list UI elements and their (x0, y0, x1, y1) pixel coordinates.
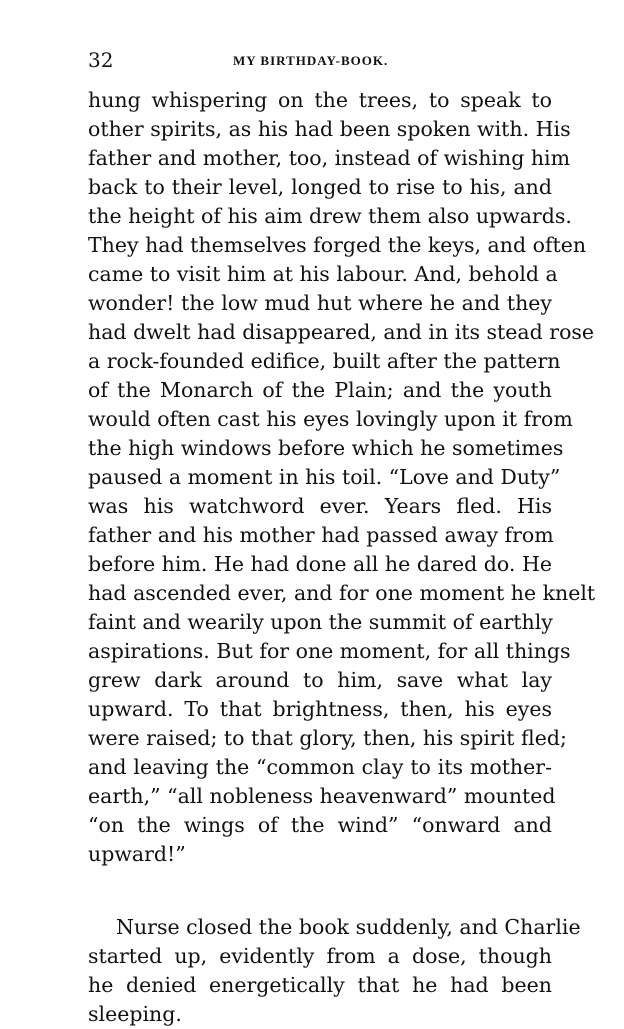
text-line: father and his mother had passed away from (88, 523, 554, 547)
text-line: back to their level, longed to rise to his, and (88, 175, 552, 199)
text-line: the height of his aim drew them also upwards. (88, 204, 572, 228)
text-line: aspirations. But for one moment, for all things (88, 639, 571, 663)
paragraph-2 (88, 913, 581, 1029)
text-line: the high windows before which he sometimes (88, 436, 564, 460)
text-line: hung whispering on the trees, to speak to (88, 88, 552, 112)
text-line: was his watchword ever. Years fled. His (88, 494, 552, 518)
text-line: earth,” “all nobleness heavenward” mounted (88, 784, 556, 808)
text-line: had ascended ever, and for one moment he knelt (88, 581, 596, 605)
text-line: upward!” (88, 842, 186, 866)
body-text (88, 86, 596, 1029)
text-line: would often cast his eyes lovingly upon it from (88, 407, 573, 431)
paragraph-gap (88, 869, 552, 913)
text-line: wonder! the low mud hut where he and they (88, 291, 552, 315)
text-line: They had themselves forged the keys, and often (88, 233, 587, 257)
text-line: were raised; to that glory, then, his spirit fled; (88, 726, 567, 750)
paragraph-1 (88, 86, 596, 869)
text-line: sleeping. (88, 1002, 182, 1026)
text-line: upward. To that brightness, then, his eyes (88, 697, 552, 721)
text-line: came to visit him at his labour. And, behold a (88, 262, 558, 286)
page-header (88, 45, 552, 75)
text-line: paused a moment in his toil. “Love and Duty” (88, 465, 561, 489)
text-line: faint and wearily upon the summit of earthly (88, 610, 553, 634)
text-line: and leaving the “common clay to its mother- (88, 755, 552, 779)
text-line: of the Monarch of the Plain; and the youth (88, 378, 552, 402)
running-head: MY BIRTHDAY-BOOK. (233, 53, 389, 68)
text-line: Nurse closed the book suddenly, and Charlie (116, 915, 581, 939)
text-line: grew dark around to him, save what lay (88, 668, 552, 692)
text-line: “on the wings of the wind” “onward and (88, 813, 552, 837)
text-line: father and mother, too, instead of wishing him (88, 146, 571, 170)
page-number: 32 (88, 48, 114, 72)
text-line: other spirits, as his had been spoken with. His (88, 117, 571, 141)
text-line: a rock-founded edifice, built after the pattern (88, 349, 561, 373)
text-line: had dwelt had disappeared, and in its stead rose (88, 320, 595, 344)
text-line: before him. He had done all he dared do. He (88, 552, 552, 576)
text-line: he denied energetically that he had been (88, 973, 552, 997)
text-line: started up, evidently from a dose, though (88, 944, 552, 968)
